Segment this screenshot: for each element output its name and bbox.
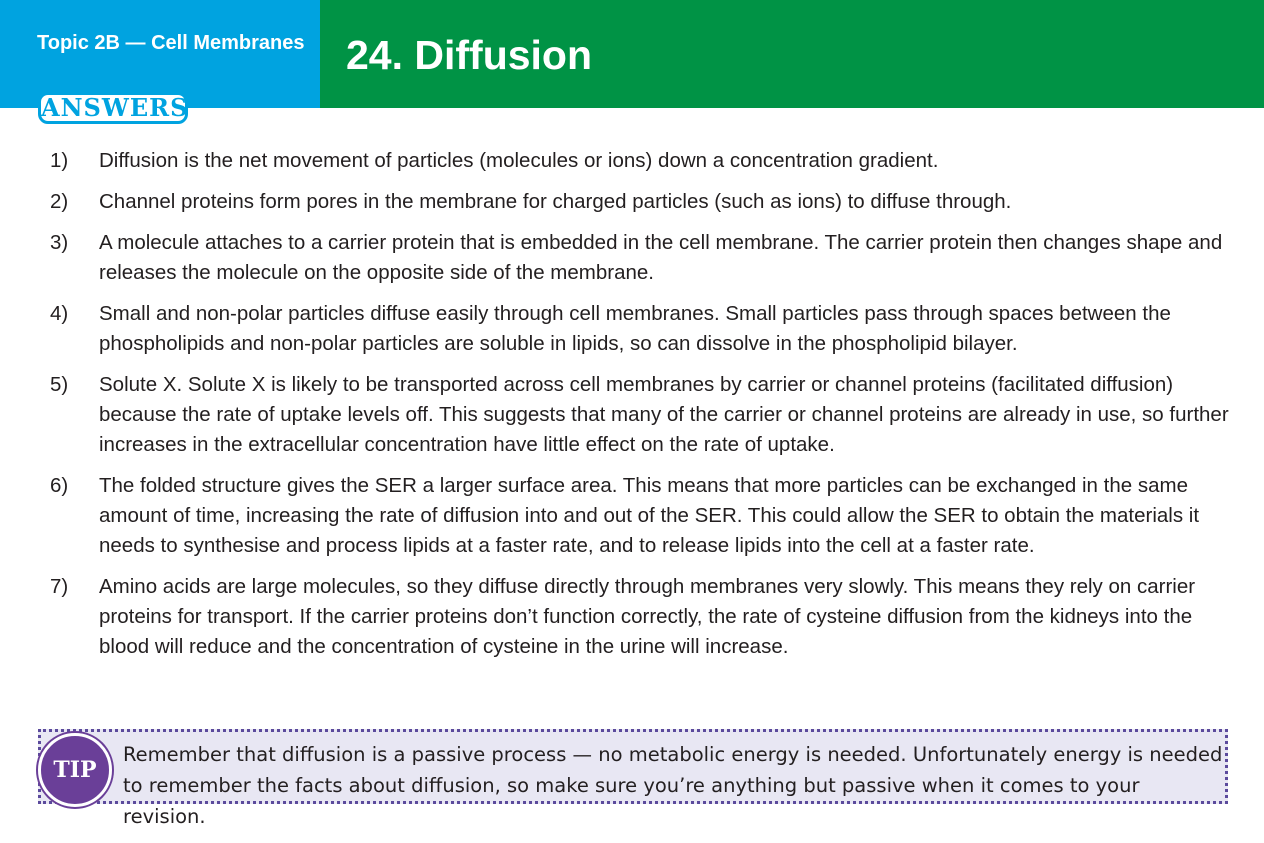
- page-title: 24. Diffusion: [346, 32, 593, 78]
- answer-number: 5): [50, 373, 69, 396]
- answer-item-1: [50, 146, 1240, 176]
- answer-number: 1): [50, 149, 69, 172]
- tip-text: Remember that diffusion is a passive process — no metabolic energy is needed. Unfortunately energy is needed to remember the facts about diffusion, so make sure you’re anything but passive when it comes to your revision.: [123, 743, 1223, 828]
- title-header: [320, 0, 1264, 108]
- answer-text: Solute X. Solute X is likely to be transported across cell membranes by carrier or channel proteins (facilitated diffusion) because the rate of uptake levels off. This suggests that many of the carrier or channel proteins are already in use, so further increases in the extracellular concentration have little effect on the rate of uptake.: [99, 373, 1229, 456]
- tip-box: [38, 729, 1228, 828]
- answer-text: A molecule attaches to a carrier protein that is embedded in the cell membrane. The carrier protein then changes shape and releases the molecule on the opposite side of the membrane.: [99, 231, 1223, 284]
- answer-item-3: [50, 228, 1240, 288]
- answer-item-7: [50, 572, 1240, 662]
- answer-item-6: [50, 471, 1240, 561]
- answer-item-5: [50, 370, 1240, 460]
- answers-badge: ANSWERS: [38, 92, 188, 124]
- answer-text: Channel proteins form pores in the membrane for charged particles (such as ions) to diffuse through.: [99, 190, 1012, 213]
- answer-number: 4): [50, 302, 69, 325]
- answer-item-4: [50, 299, 1240, 359]
- topic-label: Topic 2B — Cell Membranes: [37, 32, 305, 54]
- answer-list: [50, 146, 1240, 673]
- answer-text: Diffusion is the net movement of particles (molecules or ions) down a concentration gradient.: [99, 149, 939, 172]
- answer-number: 6): [50, 474, 69, 497]
- answer-item-2: [50, 187, 1240, 217]
- answer-text: Small and non-polar particles diffuse easily through cell membranes. Small particles pass through spaces between the phospholipids and non-polar particles are soluble in lipids, so can dissolve in the phospholipid bilayer.: [99, 302, 1171, 355]
- answer-number: 7): [50, 575, 69, 598]
- answer-text: Amino acids are large molecules, so they diffuse directly through membranes very slowly. This means they rely on carrier proteins for transport. If the carrier proteins don’t function correctly, the rate of cysteine diffusion from the kidneys into the blood will reduce and the concentration of cysteine in the urine will increase.: [99, 575, 1196, 658]
- answer-text: The folded structure gives the SER a larger surface area. This means that more particles can be exchanged in the same amount of time, increasing the rate of diffusion into and out of the SER. This could allow the SER to obtain the materials it needs to synthesise and process lipids at a faster rate, and to release lipids into the cell at a faster rate.: [99, 474, 1200, 557]
- tip-badge: TIP: [38, 733, 112, 807]
- answer-number: 2): [50, 190, 69, 213]
- answer-number: 3): [50, 231, 69, 254]
